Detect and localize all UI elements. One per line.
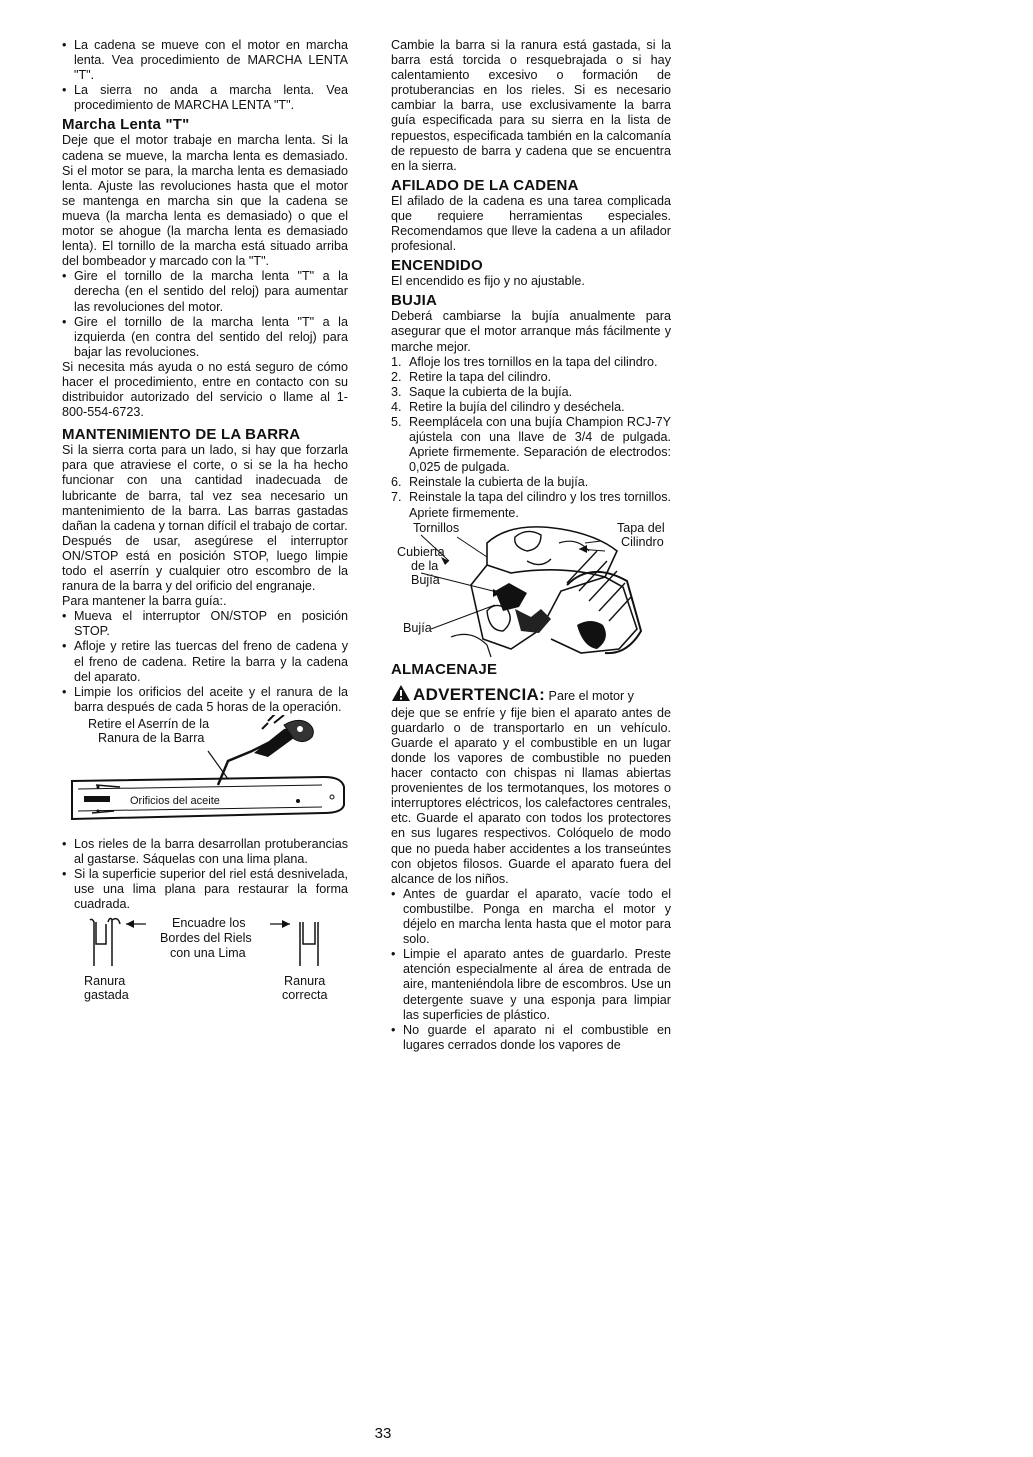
figure-label: Tornillos: [413, 520, 460, 535]
section-heading-almacenaje: ALMACENAJE: [391, 660, 498, 678]
list-item: • Gire el tornillo de la marcha lenta "T" a la derecha (en el sentido del reloj) para aumentar las revoluciones del motor.: [62, 269, 348, 314]
list-item: 5. Reemplácela con una bujía Champion RCJ-7Y ajústela con una llave de 3/4 de pulgada. Apriete firmemente. Separación de electrodos: 0,025 de pulgada.: [391, 414, 671, 475]
list-item: 7. Reinstale la tapa del cilindro y los tres tornillos. Apriete firmemente.: [391, 490, 671, 520]
figure-label: Cilindro: [621, 534, 664, 549]
rail-maintenance-list: [62, 837, 348, 912]
list-item: • No guarde el aparato ni el combustible en lugares cerrados donde los vapores de: [391, 1023, 671, 1053]
section-heading-marcha-lenta: Marcha Lenta "T": [62, 116, 190, 134]
figure-label: correcta: [282, 988, 328, 1003]
list-item: • Afloje y retire las tuercas del freno de cadena y el freno de cadena. Retire la barra y la cadena del aparato.: [62, 639, 348, 684]
list-item: • Mueva el interruptor ON/STOP en posición STOP.: [62, 609, 348, 639]
figure-spark-plug: [391, 521, 671, 659]
list-item: 4. Retire la bujía del cilindro y deséchela.: [391, 399, 625, 414]
figure-label: Ranura: [84, 974, 126, 989]
figure-label: Ranura: [284, 974, 326, 989]
left-column: [62, 38, 348, 1002]
warning-heading: ADVERTENCIA:: [413, 684, 546, 704]
paragraph-mantenimiento-2: Después de usar, asegúrese el interruptor ON/STOP está en posición STOP, luego limpie todo el aserrín y cualquier otro escombro de la ranura de la barra y del orificio del engranaje.: [62, 533, 348, 594]
figure-label: Bordes del Riels: [160, 931, 252, 946]
paragraph-encendido: El encendido es fijo y no ajustable.: [391, 274, 585, 289]
paragraph-help: Si necesita más ayuda o no está seguro de cómo hacer el procedimiento, entre en contacto con su distribuidor autorizado del servicio o llame al 1-800-554-6723.: [62, 359, 348, 420]
list-item: 2. Retire la tapa del cilindro.: [391, 369, 552, 384]
section-heading-afilado: AFILADO DE LA CADENA: [391, 176, 579, 194]
figure-rail-groove: [62, 916, 348, 1002]
list-item: 6. Reinstale la cubierta de la bujía.: [391, 475, 589, 490]
paragraph-replace-bar: Cambie la barra si la ranura está gastada, si la barra está torcida o resquebrajada o si hay calentamiento excesivo o formación de protuberancias en los rieles. Si es necesario cambiar la barra, use exclusivamente la barra guía especificada para su sierra en la lista de repuestos, especificada también en la calcomanía de repuesto de barra y cadena que se encuentra en la sierra.: [391, 38, 671, 173]
figure-label: Bujía: [411, 572, 440, 587]
figure-label: Ranura de la Barra: [98, 730, 205, 745]
paragraph-mantenimiento-1: Si la sierra corta para un lado, si hay que forzarla para que atraviese el corte, o si se la ha hecho funcionar con una cantidad inadecuada de lubricante de barra, tal vez sea necesario un mantenimiento de la barra. Las barras gastadas dañan la cadena y tornan difícil el trabajo de cortar.: [62, 443, 348, 533]
warning-text-start: Pare el motor y: [548, 688, 634, 703]
bar-guide-list: [62, 609, 348, 715]
paragraph-afilado: El afilado de la cadena es una tarea complicada que requiere herramientas especiales. Recomendamos que lleve la cadena a un afilador profesional.: [391, 193, 671, 254]
figure-label: Retire el Aserrín de la: [88, 716, 210, 731]
paragraph-bujia: Deberá cambiarse la bujía anualmente para asegurar que el motor arranque más fácilmente y marche mejor.: [391, 309, 671, 354]
warning-line: [391, 684, 671, 706]
right-column: [391, 38, 671, 1053]
list-item: • La cadena se mueve con el motor en marcha lenta. Vea procedimiento de MARCHA LENTA "T".: [62, 38, 348, 83]
section-heading-encendido: ENCENDIDO: [391, 257, 483, 275]
figure-label: Orificios del aceite: [130, 794, 220, 807]
figure-label: gastada: [84, 988, 129, 1003]
storage-list: [391, 887, 671, 1053]
warning-triangle-icon: [391, 684, 411, 706]
list-item: • Limpie los orificios del aceite y el ranura de la barra después de cada 5 horas de la operación.: [62, 685, 348, 715]
list-item: • Si la superficie superior del riel está desnivelada, use una lima plana para restaurar la forma cuadrada.: [62, 867, 348, 912]
list-item: • Antes de guardar el aparato, vacíe todo el combustilbe. Ponga en marcha el motor y déjelo en marcha lenta hasta que el motor para solo.: [391, 887, 671, 947]
paragraph-marcha-lenta: Deje que el motor trabaje en marcha lenta. Si la cadena se mueve, la marcha lenta es demasiado. Si el motor se para, la marcha lenta es demasiado lenta. Ajuste las revoluciones hasta que el motor se mantenga en marcha sin que la cadena se mueva (la marcha lenta es demasiado) o que el motor se ahogue (la marcha lenta es demasiado lenta). El tornillo de la marcha está situado arriba del bombeador y marcado con la "T".: [62, 133, 348, 269]
list-item: • La sierra no anda a marcha lenta. Vea procedimiento de MARCHA LENTA "T".: [62, 83, 348, 113]
figure-label: Encuadre los: [172, 916, 246, 931]
paragraph-mantenimiento-3: Para mantener la barra guía:.: [62, 594, 227, 609]
idle-adjust-list: [62, 269, 348, 360]
figure-label: Tapa del: [617, 520, 665, 535]
figure-label: de la: [411, 558, 439, 573]
list-item: • Los rieles de la barra desarrollan protuberancias al gastarse. Sáquelas con una lima plana.: [62, 837, 348, 867]
spark-plug-steps: [391, 355, 671, 521]
list-item: • Gire el tornillo de la marcha lenta "T" a la izquierda (en contra del sentido del reloj) para bajar las revoluciones.: [62, 315, 348, 360]
figure-label: Cubierta: [397, 544, 445, 559]
figure-label: Bujía: [403, 620, 432, 635]
figure-bar-cleaning: [62, 715, 348, 837]
idle-problem-list: [62, 38, 348, 113]
paragraph-warning: deje que se enfríe y fije bien el aparato antes de guardarlo o de transportarlo en un vehículo. Guarde el aparato y el combustible en un lugar donde los vapores de combustible no pueden hacer contacto con chispas ni llamas abiertas provenientes de los termotanques, los motores o interruptores eléctricos, los calefactores centrales, etc. Guarde el aparato con todos los protectores en sus lugares respectivos. Colóquelo de modo que no pueda haber accidentes a los transeúntes con objetos filosos. Guarde el aparato fuera del alcance de los niños.: [391, 705, 671, 886]
figure-label: con una Lima: [170, 946, 246, 961]
list-item: • Limpie el aparato antes de guardarlo. Preste atención especialmente al área de entrada de aire, manteniéndola libre de escombros. Use un detergente suave y una esponja para limpiar las superficies de plástico.: [391, 947, 671, 1022]
section-heading-mantenimiento: MANTENIMIENTO DE LA BARRA: [62, 426, 301, 444]
page-number: 33: [374, 1425, 392, 1442]
list-item: 1. Afloje los tres tornillos en la tapa del cilindro.: [391, 354, 658, 369]
list-item: 3. Saque la cubierta de la bujía.: [391, 384, 573, 399]
section-heading-bujia: BUJIA: [391, 292, 438, 310]
